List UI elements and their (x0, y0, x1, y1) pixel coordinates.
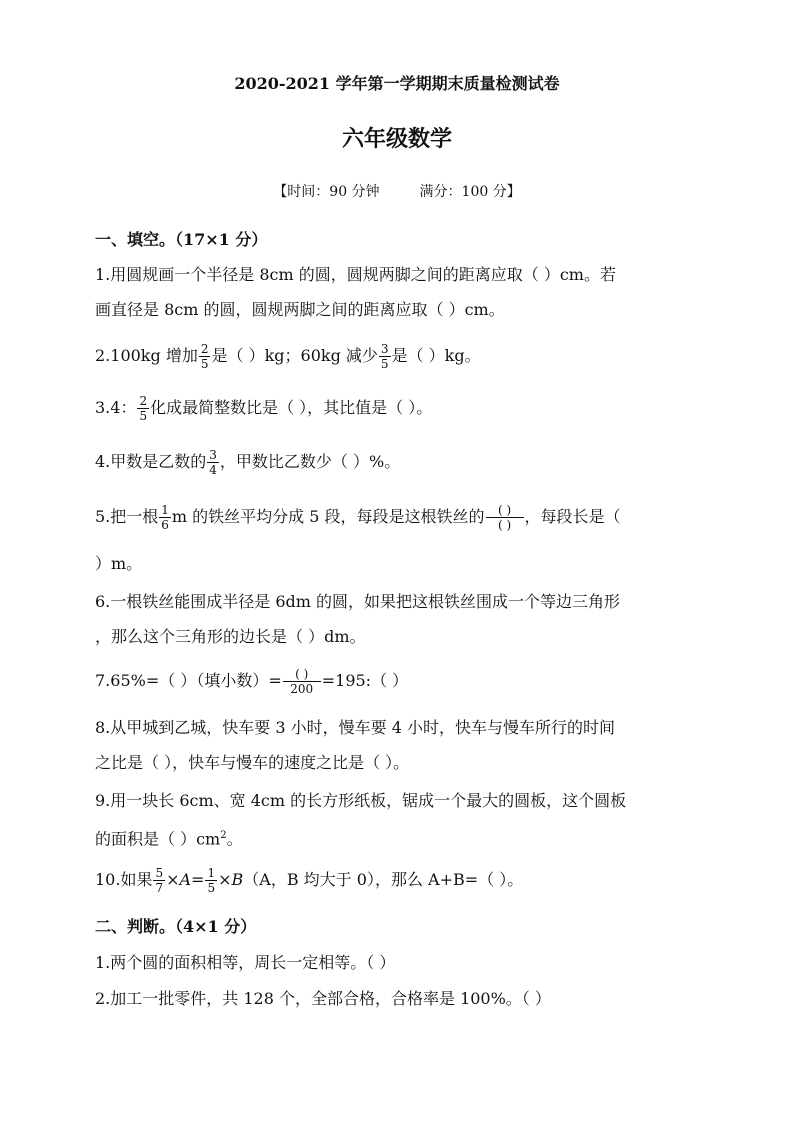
q10-text-1: 10.如果 (95, 870, 153, 889)
question-7 (95, 667, 408, 696)
q1-line1: 1.用圆规画一个半径是 8cm 的圆，圆规两脚之间的距离应取（ ）cm。若 (95, 265, 616, 284)
q10-expr-1: ×A= (166, 870, 205, 889)
q5-text-1: 5.把一根 (95, 507, 159, 526)
question-4 (95, 448, 400, 477)
judge-q2: 2.加工一批零件，共 128 个，全部合格，合格率是 100%。（ ） (95, 989, 551, 1008)
section1-heading: 一、填空。（17×1 分） (95, 230, 268, 249)
q3-fraction (137, 394, 149, 423)
fraction-numerator: 2 (200, 342, 209, 356)
question-2 (95, 342, 481, 371)
question-5 (95, 503, 621, 532)
q3-text-1: 3.4： (95, 398, 137, 417)
q10-expr-2: ×B (218, 870, 244, 889)
q4-text-2: ，甲数比乙数少（ ）%。 (219, 452, 401, 471)
section2-heading: 二、判断。（4×1 分） (95, 917, 257, 936)
fraction-denominator: 200 (290, 682, 314, 696)
q6-line2: ，那么这个三角形的边长是（ ）dm。 (95, 627, 366, 646)
fraction-numerator: 3 (209, 448, 217, 462)
fraction-denominator: 6 (161, 518, 169, 532)
q4-fraction (207, 448, 219, 477)
q9-text: 的面积是（ ）cm (95, 829, 221, 849)
subject-title: 六年级数学 (341, 126, 452, 152)
exam-meta (0, 180, 794, 204)
judge-q1: 1.两个圆的面积相等，周长一定相等。（ ） (95, 953, 396, 972)
q3-text-2: 化成最简整数比是（ ），其比值是（ ）。 (150, 398, 433, 417)
q9-line1: 9.用一块长 6cm、宽 4cm 的长方形纸板，锯成一个最大的圆板，这个圆板 (95, 791, 627, 810)
q7-fraction (283, 667, 321, 696)
fraction-denominator: 5 (380, 357, 389, 371)
total-score: 满分：100 分】 (419, 184, 521, 200)
q10-fraction-2 (205, 866, 217, 895)
fraction-numerator: 2 (139, 394, 148, 408)
q2-fraction-2 (379, 342, 391, 371)
exam-title: 2020-2021 学年第一学期期末质量检测试卷 (234, 74, 560, 93)
q6-line1: 6.一根铁丝能围成半径是 6dm 的圆，如果把这根铁丝围成一个等边三角形 (95, 592, 621, 611)
question-3 (95, 394, 432, 423)
q10-fraction-1 (153, 866, 165, 895)
q2-text-3: 是（ ）kg。 (391, 346, 481, 365)
fraction-denominator: 7 (155, 881, 164, 895)
q4-text-1: 4.甲数是乙数的 (95, 452, 207, 471)
q5-text-3: ，每段长是（ (524, 507, 621, 526)
q8-line1: 8.从甲城到乙城，快车要 3 小时，慢车要 4 小时，快车与慢车所行的时间 (95, 718, 615, 737)
q1-line2: 画直径是 8cm 的圆，圆规两脚之间的距离应取（ ）cm。 (95, 300, 505, 319)
fraction-denominator: 4 (209, 463, 217, 477)
q7-text-2: =195:（ ） (321, 671, 409, 690)
q5-fraction (159, 503, 171, 532)
fraction-denominator: ( ) (497, 518, 512, 532)
fraction-numerator: 3 (380, 342, 389, 356)
fraction-denominator: 5 (207, 881, 216, 895)
time-limit: 【时间：90 分钟 (273, 184, 380, 200)
question-10 (95, 866, 523, 895)
q2-text-1: 2.100kg 增加 (95, 346, 198, 365)
q7-text-1: 7.65%=（ ）（填小数）= (95, 671, 282, 690)
fraction-denominator: 5 (200, 357, 209, 371)
q5-text-2: m 的铁丝平均分成 5 段，每段是这根铁丝的 (171, 507, 485, 526)
fraction-numerator: ( ) (283, 667, 321, 682)
fraction-denominator: 5 (139, 409, 148, 423)
fraction-numerator: 1 (161, 503, 169, 517)
fraction-numerator: 1 (207, 866, 216, 880)
q2-fraction-1 (199, 342, 211, 371)
q2-text-2: 是（ ）kg；60kg 减少 (211, 346, 378, 365)
q10-text-2: （A，B 均大于 0），那么 A+B=（ ）。 (243, 870, 524, 889)
q5-blank-fraction (486, 503, 524, 532)
q9-superscript: 2 (220, 830, 227, 841)
q9-line2 (95, 824, 243, 851)
q9-end: 。 (226, 829, 243, 849)
q8-line2: 之比是（ ），快车与慢车的速度之比是（ ）。 (95, 753, 410, 772)
fraction-numerator: ( ) (486, 503, 524, 518)
fraction-numerator: 5 (155, 866, 164, 880)
q5-continuation: ）m。 (95, 554, 143, 573)
